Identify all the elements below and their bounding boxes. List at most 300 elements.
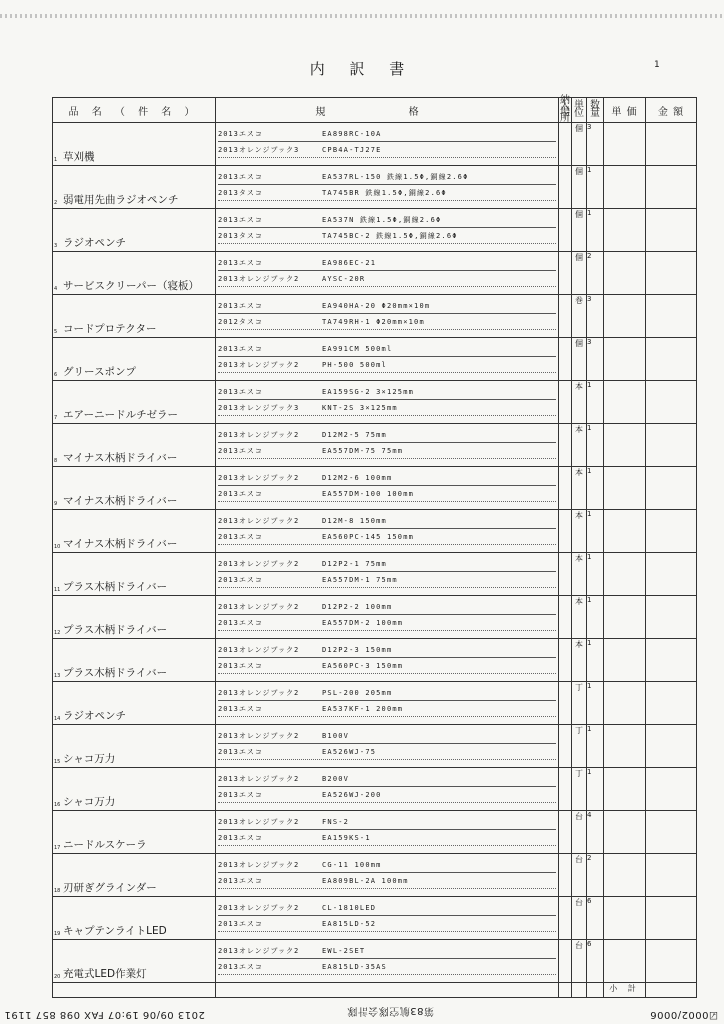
item-quantity: 1: [587, 725, 604, 768]
item-quantity: 1: [587, 209, 604, 252]
item-unit-price: [604, 897, 646, 940]
item-spec-cell: [216, 940, 559, 983]
spec-catalog: 2013エスコ: [218, 619, 263, 627]
item-amount: [646, 295, 697, 338]
spec-line: [218, 557, 556, 572]
item-spec-cell: [216, 381, 559, 424]
spec-catalog: 2013オレンジブック2: [218, 474, 300, 482]
table-header-row: [53, 98, 697, 123]
item-quantity: 3: [587, 123, 604, 166]
spec-catalog: 2013エスコ: [218, 748, 263, 756]
item-number: 8: [54, 458, 58, 464]
item-number: 9: [54, 501, 58, 507]
table-row: [53, 725, 697, 768]
item-name: 充電式LED作業灯: [63, 968, 147, 980]
item-name: コードプロテクター: [63, 323, 157, 335]
spec-model: EA537KF-1 200mm: [322, 705, 404, 713]
item-delivery-cell: [559, 811, 572, 854]
spec-catalog: 2013エスコ: [218, 216, 263, 224]
spec-line: [218, 745, 556, 760]
item-spec-cell: [216, 209, 559, 252]
spec-catalog: 2013オレンジブック2: [218, 904, 300, 912]
item-number: 19: [54, 931, 61, 937]
spec-line: [218, 831, 556, 846]
fax-sender-info: 2013 09/06 19:07 FAX 098 857 1191: [4, 1009, 205, 1020]
subtotal-amount: [646, 983, 697, 998]
table-row: [53, 209, 697, 252]
item-number: 2: [54, 200, 58, 206]
item-number: 4: [54, 286, 58, 292]
item-unit: 本: [572, 424, 587, 467]
spec-catalog: 2013エスコ: [218, 388, 263, 396]
spec-line: [218, 729, 556, 744]
spec-model: CPB4A-TJ27E: [322, 146, 382, 154]
item-amount: [646, 768, 697, 811]
fax-header-upside-down: [0, 1003, 724, 1023]
spec-model: D12P2-2 100mm: [322, 603, 393, 611]
item-name-cell: [53, 768, 216, 811]
item-unit: 台: [572, 811, 587, 854]
item-unit-price: [604, 510, 646, 553]
spec-model: PH-500 500ml: [322, 361, 387, 369]
spec-model: FNS-2: [322, 818, 350, 826]
item-name: プラス木柄ドライバー: [63, 624, 168, 636]
item-quantity: 1: [587, 381, 604, 424]
spec-model: EA815LD-52: [322, 920, 377, 928]
spec-line: [218, 530, 556, 545]
spec-line: [218, 874, 556, 889]
item-delivery-cell: [559, 166, 572, 209]
breakdown-table: [52, 97, 697, 998]
item-quantity: 1: [587, 596, 604, 639]
spec-line: [218, 858, 556, 873]
spec-catalog: 2013オレンジブック2: [218, 646, 300, 654]
item-number: 7: [54, 415, 58, 421]
item-amount: [646, 639, 697, 682]
spec-catalog: 2013オレンジブック2: [218, 431, 300, 439]
spec-line: [218, 428, 556, 443]
item-quantity: 1: [587, 424, 604, 467]
item-amount: [646, 854, 697, 897]
header-amount: 金 額: [646, 98, 697, 123]
item-name: プラス木柄ドライバー: [63, 581, 168, 593]
item-number: 14: [54, 716, 61, 722]
item-spec-cell: [216, 768, 559, 811]
item-number: 5: [54, 329, 58, 335]
table-row: [53, 295, 697, 338]
item-amount: [646, 166, 697, 209]
item-amount: [646, 553, 697, 596]
item-delivery-cell: [559, 768, 572, 811]
subtotal-label: 小 計: [604, 983, 646, 998]
table-row: [53, 424, 697, 467]
item-unit-price: [604, 381, 646, 424]
item-name-cell: [53, 295, 216, 338]
spec-line: [218, 342, 556, 357]
spec-model: PSL-200 205mm: [322, 689, 393, 697]
item-quantity: 3: [587, 295, 604, 338]
item-delivery-cell: [559, 252, 572, 295]
item-spec-cell: [216, 596, 559, 639]
spec-catalog: 2013オレンジブック2: [218, 517, 300, 525]
header-quantity: 数量: [587, 98, 604, 123]
item-unit-price: [604, 639, 646, 682]
spec-catalog: 2012タスコ: [218, 318, 263, 326]
item-unit-price: [604, 553, 646, 596]
header-spec: 規 格: [216, 98, 559, 123]
item-quantity: 1: [587, 639, 604, 682]
item-spec-cell: [216, 811, 559, 854]
item-delivery-cell: [559, 123, 572, 166]
item-delivery-cell: [559, 682, 572, 725]
item-amount: [646, 596, 697, 639]
spec-model: CL-1810LED: [322, 904, 377, 912]
item-quantity: 1: [587, 510, 604, 553]
item-delivery-cell: [559, 209, 572, 252]
item-name-cell: [53, 166, 216, 209]
spec-model: EA809BL-2A 100mm: [322, 877, 409, 885]
spec-line: [218, 186, 556, 201]
fax-page-counter: ☑0002/0006: [649, 1009, 718, 1020]
table-row: [53, 467, 697, 510]
subtotal-row: [53, 983, 697, 998]
spec-model: EA557DM-2 100mm: [322, 619, 404, 627]
spec-catalog: 2013エスコ: [218, 920, 263, 928]
spec-model: EA986EC-21: [322, 259, 377, 267]
spec-line: [218, 127, 556, 142]
table-row: [53, 682, 697, 725]
item-number: 16: [54, 802, 61, 808]
table-row: [53, 596, 697, 639]
item-name-cell: [53, 596, 216, 639]
header-delivery: 納入場所: [560, 95, 570, 124]
table-row: [53, 123, 697, 166]
item-name-cell: [53, 854, 216, 897]
spec-line: [218, 815, 556, 830]
spec-model: TA745BR 鉄線1.5Φ,銅線2.6Φ: [322, 189, 447, 197]
item-name: サービスクリーパー（寝板）: [63, 280, 199, 292]
table-row: [53, 854, 697, 897]
item-unit-price: [604, 338, 646, 381]
item-name-cell: [53, 682, 216, 725]
item-amount: [646, 725, 697, 768]
spec-line: [218, 487, 556, 502]
item-spec-cell: [216, 725, 559, 768]
item-spec-cell: [216, 295, 559, 338]
item-unit: 台: [572, 854, 587, 897]
spec-catalog: 2013エスコ: [218, 791, 263, 799]
item-amount: [646, 897, 697, 940]
item-name-cell: [53, 123, 216, 166]
item-spec-cell: [216, 553, 559, 596]
spec-line: [218, 401, 556, 416]
item-unit-price: [604, 424, 646, 467]
spec-catalog: 2013オレンジブック2: [218, 861, 300, 869]
item-delivery-cell: [559, 424, 572, 467]
item-quantity: 6: [587, 897, 604, 940]
item-name-cell: [53, 424, 216, 467]
spec-catalog: 2013エスコ: [218, 130, 263, 138]
spec-model: EA560PC-3 150mm: [322, 662, 404, 670]
table-row: [53, 510, 697, 553]
spec-line: [218, 944, 556, 959]
item-amount: [646, 338, 697, 381]
item-number: 13: [54, 673, 61, 679]
spec-catalog: 2013オレンジブック2: [218, 560, 300, 568]
item-quantity: 1: [587, 166, 604, 209]
spec-model: EA159SG-2 3×125mm: [322, 388, 415, 396]
item-name-cell: [53, 338, 216, 381]
spec-catalog: 2013エスコ: [218, 447, 263, 455]
item-unit-price: [604, 295, 646, 338]
item-unit: 本: [572, 510, 587, 553]
item-name: 弱電用先曲ラジオペンチ: [63, 194, 179, 206]
item-quantity: 3: [587, 338, 604, 381]
item-name: マイナス木柄ドライバー: [63, 495, 178, 507]
table-row: [53, 768, 697, 811]
item-unit-price: [604, 467, 646, 510]
item-name-cell: [53, 897, 216, 940]
spec-model: EA898RC-10A: [322, 130, 382, 138]
spec-catalog: 2013エスコ: [218, 345, 263, 353]
item-quantity: 4: [587, 811, 604, 854]
spec-line: [218, 960, 556, 975]
item-unit: 本: [572, 596, 587, 639]
item-delivery-cell: [559, 940, 572, 983]
spec-model: EA537N 鉄線1.5Φ,銅線2.6Φ: [322, 216, 442, 224]
item-unit-price: [604, 811, 646, 854]
item-number: 11: [54, 587, 61, 593]
item-number: 3: [54, 243, 58, 249]
item-spec-cell: [216, 166, 559, 209]
item-name: シャコ万力: [63, 753, 116, 765]
item-name-cell: [53, 553, 216, 596]
spec-model: D12M-8 150mm: [322, 517, 387, 525]
header-unit: 単位: [572, 98, 587, 123]
spec-model: AYSC-20R: [322, 275, 366, 283]
item-spec-cell: [216, 338, 559, 381]
spec-catalog: 2013オレンジブック3: [218, 404, 300, 412]
item-name: マイナス木柄ドライバー: [63, 452, 178, 464]
item-spec-cell: [216, 123, 559, 166]
spec-line: [218, 788, 556, 803]
spec-model: D12M2-6 100mm: [322, 474, 393, 482]
item-name-cell: [53, 639, 216, 682]
item-delivery-cell: [559, 510, 572, 553]
item-name: マイナス木柄ドライバー: [63, 538, 178, 550]
item-number: 12: [54, 630, 61, 636]
spec-catalog: 2013オレンジブック2: [218, 947, 300, 955]
item-amount: [646, 811, 697, 854]
spec-catalog: 2013エスコ: [218, 173, 263, 181]
item-name-cell: [53, 725, 216, 768]
item-amount: [646, 252, 697, 295]
item-spec-cell: [216, 639, 559, 682]
spec-line: [218, 471, 556, 486]
item-name-cell: [53, 811, 216, 854]
spec-model: EA557DM-100 100mm: [322, 490, 415, 498]
item-delivery-cell: [559, 725, 572, 768]
spec-model: EA991CM 500ml: [322, 345, 393, 353]
spec-line: [218, 702, 556, 717]
spec-line: [218, 573, 556, 588]
table-row: [53, 940, 697, 983]
item-name-cell: [53, 940, 216, 983]
spec-model: KNT-2S 3×125mm: [322, 404, 398, 412]
item-name: ラジオペンチ: [63, 710, 126, 722]
item-unit-price: [604, 940, 646, 983]
item-delivery-cell: [559, 596, 572, 639]
item-delivery-cell: [559, 553, 572, 596]
item-name: ラジオペンチ: [63, 237, 126, 249]
item-delivery-cell: [559, 897, 572, 940]
item-delivery-cell: [559, 467, 572, 510]
spec-catalog: 2013エスコ: [218, 302, 263, 310]
spec-catalog: 2013エスコ: [218, 259, 263, 267]
spec-catalog: 2013タスコ: [218, 189, 263, 197]
table-row: [53, 252, 697, 295]
item-number: 10: [54, 544, 61, 550]
item-unit: 台: [572, 940, 587, 983]
item-name: ニードルスケーラ: [63, 839, 147, 851]
spec-line: [218, 213, 556, 228]
spec-catalog: 2013オレンジブック2: [218, 275, 300, 283]
spec-catalog: 2013タスコ: [218, 232, 263, 240]
spec-catalog: 2013オレンジブック3: [218, 146, 300, 154]
item-number: 6: [54, 372, 58, 378]
item-unit-price: [604, 768, 646, 811]
table-row: [53, 381, 697, 424]
item-quantity: 1: [587, 768, 604, 811]
item-name-cell: [53, 252, 216, 295]
item-number: 1: [54, 157, 58, 163]
spec-catalog: 2013エスコ: [218, 490, 263, 498]
item-spec-cell: [216, 854, 559, 897]
item-quantity: 2: [587, 252, 604, 295]
spec-line: [218, 256, 556, 271]
item-number: 15: [54, 759, 61, 765]
spec-model: B200V: [322, 775, 350, 783]
item-unit: 巻: [572, 295, 587, 338]
item-unit: 個: [572, 166, 587, 209]
table-row: [53, 553, 697, 596]
item-delivery-cell: [559, 338, 572, 381]
spec-model: TA745BC-2 鉄線1.5Φ,銅線2.6Φ: [322, 232, 458, 240]
item-unit: 丁: [572, 682, 587, 725]
header-unit-price: 単 価: [604, 98, 646, 123]
spec-line: [218, 385, 556, 400]
item-spec-cell: [216, 682, 559, 725]
item-unit-price: [604, 596, 646, 639]
spec-model: EA537RL-150 鉄線1.5Φ,銅線2.6Φ: [322, 173, 469, 181]
item-amount: [646, 467, 697, 510]
item-delivery-cell: [559, 854, 572, 897]
spec-catalog: 2013オレンジブック2: [218, 603, 300, 611]
spec-model: B100V: [322, 732, 350, 740]
item-unit: 丁: [572, 725, 587, 768]
item-name-cell: [53, 510, 216, 553]
spec-catalog: 2013エスコ: [218, 705, 263, 713]
spec-catalog: 2013エスコ: [218, 834, 263, 842]
spec-catalog: 2013オレンジブック2: [218, 732, 300, 740]
spec-line: [218, 315, 556, 330]
item-amount: [646, 940, 697, 983]
spec-line: [218, 170, 556, 185]
spec-model: D12P2-3 150mm: [322, 646, 393, 654]
item-unit: 本: [572, 553, 587, 596]
page-number: 1: [654, 60, 660, 70]
table-row: [53, 811, 697, 854]
item-unit: 個: [572, 252, 587, 295]
spec-model: EA560PC-145 150mm: [322, 533, 415, 541]
spec-line: [218, 772, 556, 787]
item-unit: 個: [572, 123, 587, 166]
spec-line: [218, 143, 556, 158]
header-item-name: 品 名 （ 件 名 ）: [53, 98, 216, 123]
item-name: プラス木柄ドライバー: [63, 667, 168, 679]
item-amount: [646, 209, 697, 252]
spec-model: EA557DM-1 75mm: [322, 576, 398, 584]
item-quantity: 1: [587, 467, 604, 510]
item-number: 17: [54, 845, 61, 851]
item-spec-cell: [216, 467, 559, 510]
spec-line: [218, 659, 556, 674]
item-unit: 台: [572, 897, 587, 940]
spec-line: [218, 514, 556, 529]
spec-line: [218, 901, 556, 916]
spec-model: EA526WJ-200: [322, 791, 382, 799]
item-quantity: 1: [587, 553, 604, 596]
spec-line: [218, 616, 556, 631]
document-title: 内 訳 書: [309, 60, 415, 78]
item-amount: [646, 682, 697, 725]
item-name: シャコ万力: [63, 796, 116, 808]
item-number: 20: [54, 974, 61, 980]
spec-catalog: 2013エスコ: [218, 963, 263, 971]
item-name-cell: [53, 381, 216, 424]
item-delivery-cell: [559, 295, 572, 338]
spec-line: [218, 299, 556, 314]
item-name-cell: [53, 467, 216, 510]
item-unit-price: [604, 725, 646, 768]
table-row: [53, 897, 697, 940]
spec-catalog: 2013エスコ: [218, 662, 263, 670]
table-row: [53, 166, 697, 209]
spec-catalog: 2013オレンジブック2: [218, 775, 300, 783]
item-amount: [646, 424, 697, 467]
item-unit-price: [604, 682, 646, 725]
fax-sender-name: 第83航空隊会計隊: [346, 1005, 434, 1016]
item-amount: [646, 123, 697, 166]
spec-catalog: 2013オレンジブック2: [218, 689, 300, 697]
spec-line: [218, 358, 556, 373]
spec-model: TA749RH-1 Φ20mm×10m: [322, 318, 425, 326]
item-name: エアーニードルチゼラー: [63, 409, 178, 421]
spec-catalog: 2013エスコ: [218, 533, 263, 541]
item-unit-price: [604, 209, 646, 252]
spec-model: D12P2-1 75mm: [322, 560, 387, 568]
item-unit-price: [604, 252, 646, 295]
item-name-cell: [53, 209, 216, 252]
item-spec-cell: [216, 510, 559, 553]
item-spec-cell: [216, 252, 559, 295]
item-delivery-cell: [559, 381, 572, 424]
item-quantity: 1: [587, 682, 604, 725]
item-name: 刃研ぎグラインダー: [63, 882, 157, 894]
spec-line: [218, 917, 556, 932]
spec-model: EA940HA-20 Φ20mm×10m: [322, 302, 431, 310]
item-name: 草刈機: [63, 151, 95, 163]
